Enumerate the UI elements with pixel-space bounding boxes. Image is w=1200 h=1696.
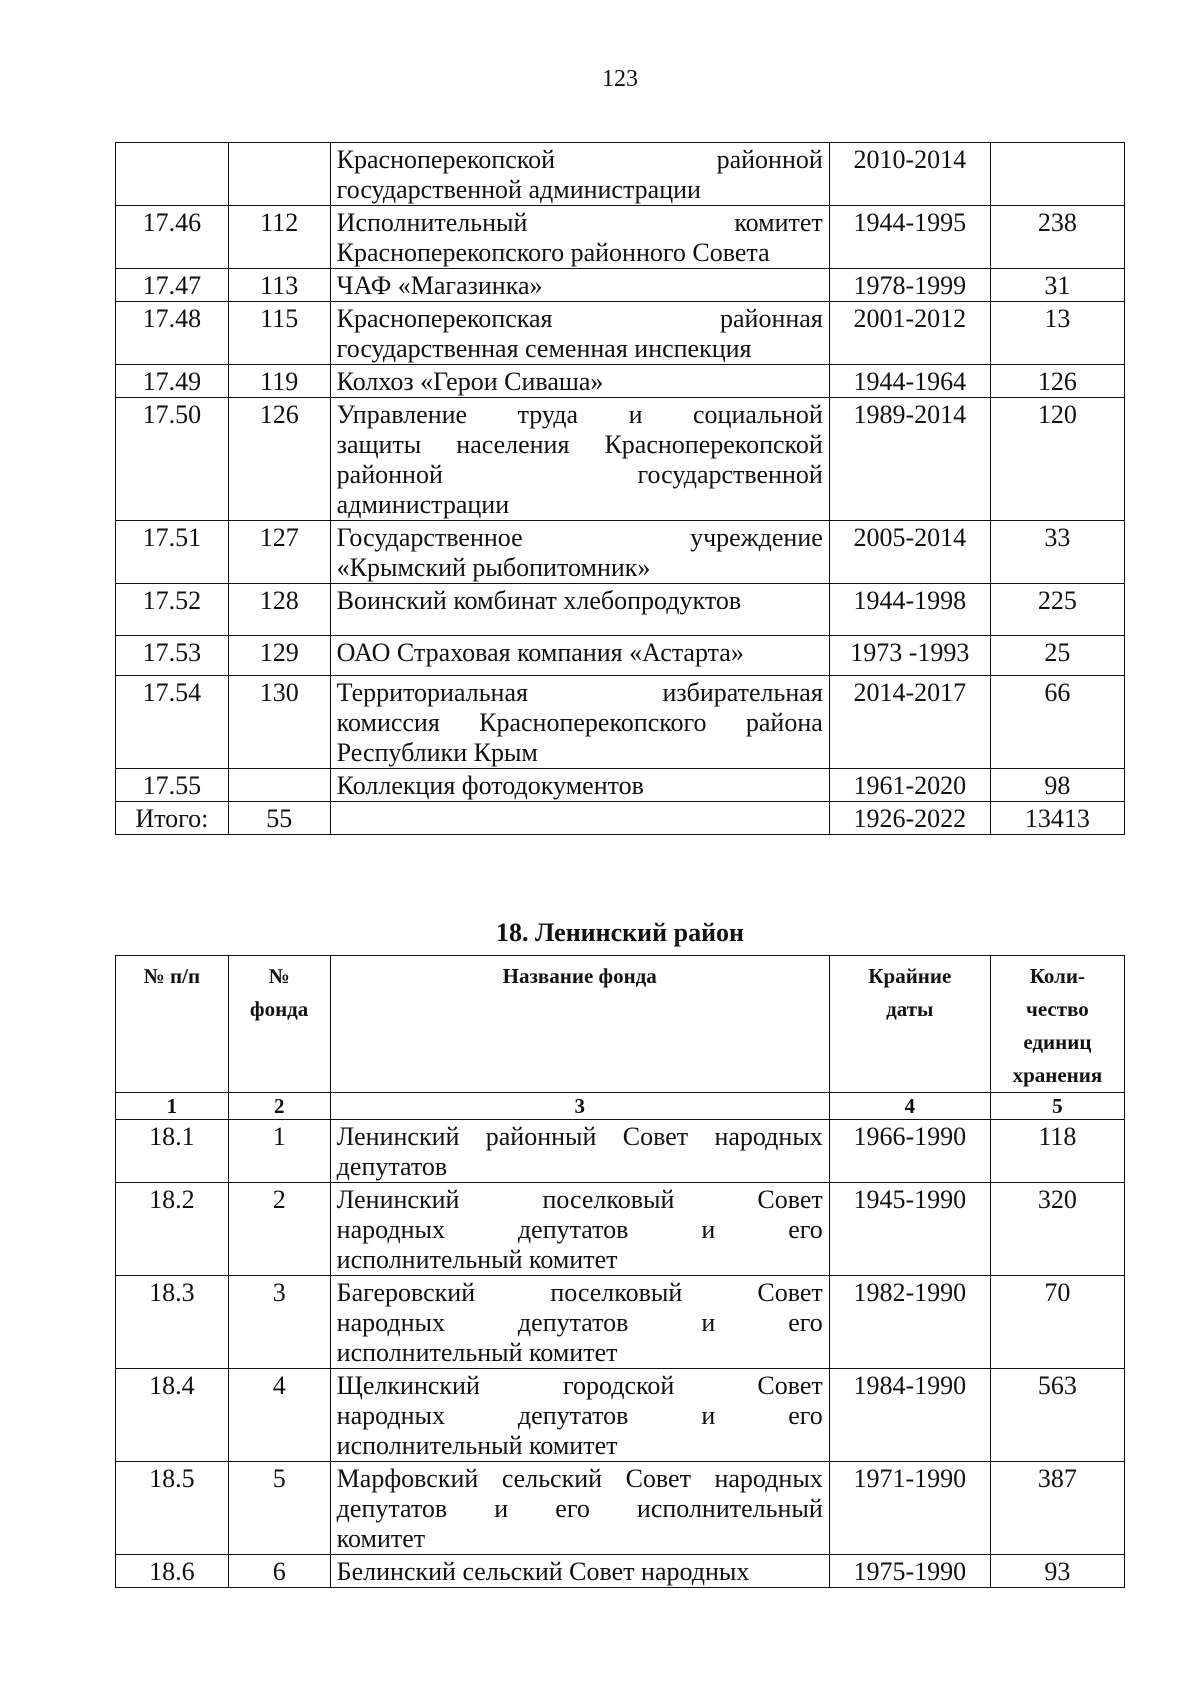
table-row [116,302,1125,365]
fund-name-line: Территориальная избирательная [336,678,823,707]
cell-fund-name [330,676,829,769]
cell-dates: 1973 -1993 [829,636,990,676]
cell-fond: 2 [228,1183,330,1276]
cell-fund-name [330,584,829,636]
table-row [116,269,1125,302]
cell-dates: 2005-2014 [829,521,990,584]
table-body [116,1120,1125,1588]
total-dates: 1926-2022 [829,802,990,835]
cell-number: 17.51 [116,521,229,584]
cell-fund-name [330,769,829,802]
cell-dates: 1982-1990 [829,1276,990,1369]
cell-dates: 2001-2012 [829,302,990,365]
fund-name-line: народных депутатов и его [336,1215,823,1244]
cell-fund-name [330,1369,829,1462]
cell-count: 33 [990,521,1124,584]
cell-fond: 112 [228,206,330,269]
cell-dates: 2014-2017 [829,676,990,769]
fund-name-line: Красноперекопской районной [336,145,823,174]
cell-number: 17.55 [116,769,229,802]
cell-fond: 128 [228,584,330,636]
header-num: № п/п [116,956,229,1093]
total-count: 13413 [990,802,1124,835]
header-row [116,956,1125,1093]
cell-dates: 1961-2020 [829,769,990,802]
cell-dates: 1978-1999 [829,269,990,302]
table-row [116,521,1125,584]
fund-name-line: депутатов [336,1152,448,1181]
cell-number: 17.48 [116,302,229,365]
fund-table-leninsky [115,955,1125,1588]
cell-fund-name [330,1120,829,1183]
cell-dates: 1944-1998 [829,584,990,636]
cell-count: 70 [990,1276,1124,1369]
table-row [116,206,1125,269]
cell-fund-name [330,269,829,302]
table-row [116,1462,1125,1555]
cell-count: 120 [990,398,1124,521]
cell-count: 563 [990,1369,1124,1462]
table-row [116,636,1125,676]
cell-fond: 115 [228,302,330,365]
index-cell: 2 [228,1093,330,1120]
cell-number: 17.50 [116,398,229,521]
total-fond: 55 [228,802,330,835]
header-dates: Крайние даты [829,956,990,1093]
table-row [116,584,1125,636]
table-row [116,676,1125,769]
cell-number: 17.47 [116,269,229,302]
cell-dates: 1966-1990 [829,1120,990,1183]
cell-fund-name [330,1276,829,1369]
cell-fond: 119 [228,365,330,398]
table-row [116,1183,1125,1276]
cell-count: 13 [990,302,1124,365]
cell-fund-name [330,398,829,521]
fund-name-line: исполнительный комитет [336,1431,618,1460]
cell-fond: 4 [228,1369,330,1462]
cell-number: 17.52 [116,584,229,636]
cell-number: 17.49 [116,365,229,398]
fund-name-line: Республики Крым [336,738,538,767]
fund-name-line: Белинский сельский Совет народных [336,1557,750,1586]
cell-dates: 1975-1990 [829,1555,990,1588]
table-row [116,1555,1125,1588]
fund-name-line: Воинский комбинат хлебопродуктов [336,586,742,615]
fund-name-line: Коллекция фотодокументов [336,771,644,800]
fund-name-line: Колхоз «Герои Сиваша» [336,367,604,396]
fund-name-line: государственная семенная инспекция [336,334,752,363]
fund-name-line: Государственное учреждение [336,523,823,552]
header-fond: № фонда [228,956,330,1093]
column-index-row [116,1093,1125,1120]
cell-fond: 3 [228,1276,330,1369]
cell-dates: 1971-1990 [829,1462,990,1555]
fund-name-line: комитет [336,1524,426,1553]
table-row [116,1369,1125,1462]
cell-fund-name [330,1555,829,1588]
fund-name-line: Красноперекопская районная [336,304,823,333]
cell-number: 17.54 [116,676,229,769]
cell-fund-name [330,1462,829,1555]
fund-name-line: защиты населения Красноперекопской [336,430,823,459]
fund-name-line: ОАО Страховая компания «Астарта» [336,638,744,667]
fund-name-line: Управление труда и социальной [336,400,823,429]
fund-table-continued [115,142,1125,835]
cell-count: 126 [990,365,1124,398]
cell-fond: 1 [228,1120,330,1183]
fund-name-line: народных депутатов и его [336,1401,823,1430]
cell-count: 66 [990,676,1124,769]
cell-fond: 6 [228,1555,330,1588]
fund-name-line: районной государственной [336,460,823,489]
cell-fond: 127 [228,521,330,584]
cell-number: 18.5 [116,1462,229,1555]
cell-fund-name [330,521,829,584]
section-title: 18. Ленинский район [495,918,745,947]
cell-number: 18.1 [116,1120,229,1183]
fund-name-line: Багеровский поселковый Совет [336,1278,823,1307]
cell-number [116,143,229,206]
fund-name-line: государственной администрации [336,175,701,204]
index-cell: 5 [990,1093,1124,1120]
fund-name-line: народных депутатов и его [336,1308,823,1337]
cell-dates: 2010-2014 [829,143,990,206]
cell-dates: 1944-1995 [829,206,990,269]
header-count: Коли- чество единиц хранения [990,956,1124,1093]
cell-count: 387 [990,1462,1124,1555]
cell-fond: 130 [228,676,330,769]
cell-fond [228,769,330,802]
cell-count: 98 [990,769,1124,802]
fund-name-line: депутатов и его исполнительный [336,1494,823,1523]
fund-name-line: Ленинский районный Совет народных [336,1122,823,1151]
index-cell: 4 [829,1093,990,1120]
page-number: 123 [602,66,638,92]
cell-dates: 1945-1990 [829,1183,990,1276]
fund-name-line: исполнительный комитет [336,1338,618,1367]
cell-count: 320 [990,1183,1124,1276]
fund-name-line: Исполнительный комитет [336,208,823,237]
header-name: Название фонда [330,956,829,1093]
table-body [116,143,1125,835]
fund-name-line: «Крымский рыбопитомник» [336,553,651,582]
cell-number: 18.3 [116,1276,229,1369]
cell-count: 225 [990,584,1124,636]
cell-fond [228,143,330,206]
fund-name-line: Красноперекопского районного Совета [336,238,770,267]
table-row [116,398,1125,521]
index-cell: 1 [116,1093,229,1120]
fund-name-line: ЧАФ «Магазинка» [336,271,543,300]
cell-count: 25 [990,636,1124,676]
index-cell: 3 [330,1093,829,1120]
cell-fund-name [330,636,829,676]
fund-name-line: Щелкинский городской Совет [336,1371,823,1400]
cell-dates: 1984-1990 [829,1369,990,1462]
total-row [116,802,1125,835]
cell-fond: 113 [228,269,330,302]
cell-fond: 126 [228,398,330,521]
cell-count: 118 [990,1120,1124,1183]
fund-name-line: комиссия Красноперекопского района [336,708,823,737]
cell-dates: 1944-1964 [829,365,990,398]
fund-name-line: исполнительный комитет [336,1245,618,1274]
cell-fund-name [330,206,829,269]
cell-fond: 129 [228,636,330,676]
cell-number: 17.46 [116,206,229,269]
cell-fund-name [330,365,829,398]
cell-count: 93 [990,1555,1124,1588]
fund-name-line: Ленинский поселковый Совет [336,1185,823,1214]
cell-count: 238 [990,206,1124,269]
cell-number: 18.4 [116,1369,229,1462]
cell-fund-name [330,1183,829,1276]
cell-count: 31 [990,269,1124,302]
total-empty [330,802,829,835]
table-row [116,769,1125,802]
cell-fund-name [330,143,829,206]
cell-number: 18.6 [116,1555,229,1588]
table-row [116,365,1125,398]
cell-fond: 5 [228,1462,330,1555]
fund-name-line: администрации [336,490,510,519]
total-label: Итого: [116,802,229,835]
table-row [116,143,1125,206]
table-row [116,1276,1125,1369]
cell-count [990,143,1124,206]
cell-number: 18.2 [116,1183,229,1276]
cell-number: 17.53 [116,636,229,676]
table-row [116,1120,1125,1183]
cell-dates: 1989-2014 [829,398,990,521]
fund-name-line: Марфовский сельский Совет народных [336,1464,823,1493]
cell-fund-name [330,302,829,365]
